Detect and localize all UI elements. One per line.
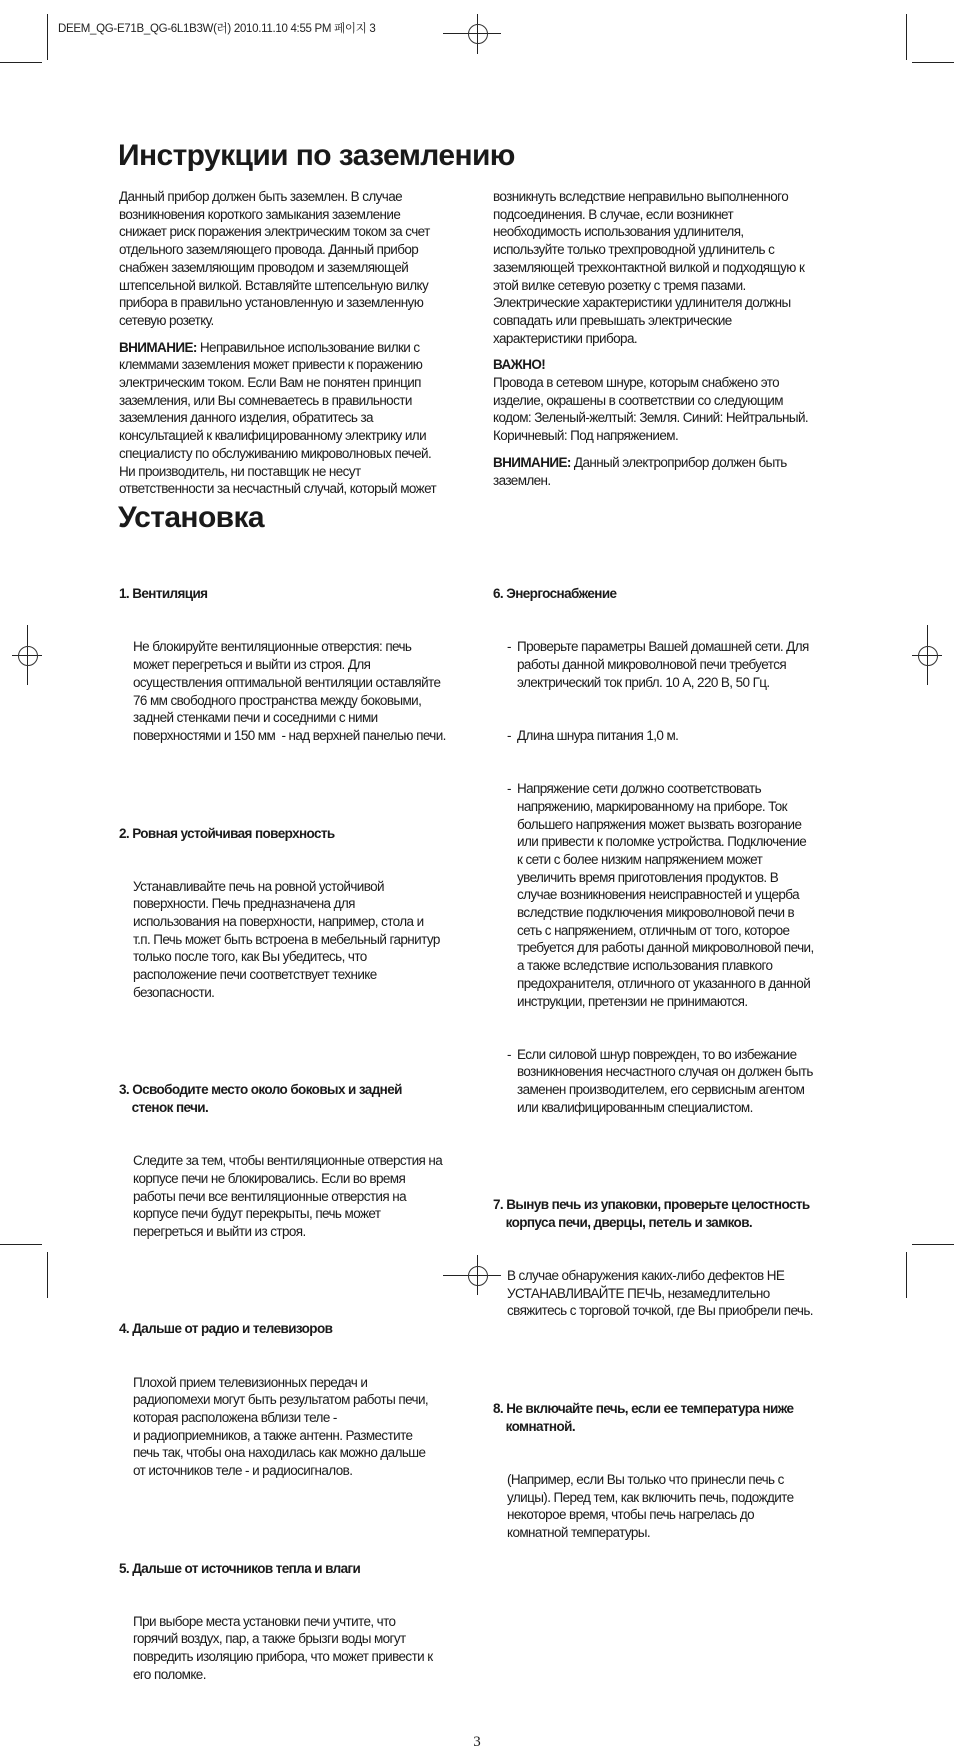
crop-mark	[0, 62, 42, 63]
installation-item-6	[493, 550, 933, 1152]
item-body: Не блокируйте вентиляционные отверстия: печь может перегреться и выйти из строя. Для осуществления оптимальной вентиляции оставляйте 76 мм свободного пространства между боковыми, задней стенками печи и соседними с ними поверхностями и 150 мм - над верхней панелью печи.	[133, 639, 446, 743]
installation-item-5	[119, 1524, 483, 1719]
grounding-warning-2	[493, 454, 933, 489]
grounding-paragraph: Данный прибор должен быть заземлен. В случае возникновения короткого замыкания заземление снижает риск поражения электрическим током за счет отдельного заземляющего провода. Данный прибор снабжен заземляющим проводом и заземляющей штепсельной вилкой. Вставляйте штепсельную вилку прибора в правильно установленную и заземленную сетевую розетку.	[119, 189, 430, 328]
bullet-text: Напряжение сети должно соответствовать напряжению, маркированному на приборе. Ток большего напряжения может вызвать возгорание или привести к поломке устройства. Подключение к сети с более низким напряжением может увеличить время приготовления продуктов. В случае возникновения неисправностей и ущерба вследствие подключения микроволновой печи в сеть с напряжением, отличным от того, которое требуется для работы данной микроволновой печи, а также вследствие использования плавкого предохранителя, отличного от указанного в данной инструкции, претензии не принимаются.	[517, 781, 814, 1009]
installation-item-2	[119, 789, 483, 1037]
grounding-columns	[118, 188, 938, 498]
installation-item-1	[119, 550, 483, 780]
grounding-right-column	[493, 188, 933, 489]
bullet-item	[493, 638, 933, 691]
crop-mark	[912, 62, 954, 63]
installation-columns	[118, 550, 938, 1728]
bullet-item	[493, 780, 933, 1010]
item-body: В случае обнаружения каких-либо дефектов НЕ УСТАНАВЛИВАЙТЕ ПЕЧЬ, незамедлительно свяжитесь с торговой точкой, где Вы приобрели печь.	[507, 1268, 813, 1319]
crop-mark	[0, 1244, 42, 1245]
warning-text: Неправильное использование вилки с клеммами заземления может привести к поражению электрическим током. Если Вам не понятен принцип заземления, или Вы сомневаетесь в правильности заземления данного изделия, обратитесь за консультацией к квалифицированному электрику или специалисту по обслуживанию микроволновых печей. Ни производитель, ни поставщик не несут ответственности за несчастный случай, который может	[119, 339, 437, 497]
registration-target	[18, 646, 38, 666]
item-heading: 8. Не включайте печь, если ее температура ниже комнатной.	[493, 1401, 794, 1434]
bullet-item	[493, 727, 933, 745]
installation-left-column	[119, 550, 483, 1728]
print-header: DEEM_QG-E71B_QG-6L1B3W(러) 2010.11.10 4:55 PM 페이지 3	[58, 23, 376, 35]
item-heading: 6. Энергоснабжение	[493, 586, 617, 602]
installation-item-4	[119, 1285, 483, 1515]
crop-mark	[47, 14, 48, 60]
important-label: ВАЖНО!	[493, 357, 546, 373]
bullet-text: Длина шнура питания 1,0 м.	[517, 727, 679, 743]
crop-mark	[47, 1252, 48, 1298]
warning-text: Данный электроприбор должен быть заземлен.	[493, 454, 787, 488]
item-heading: 2. Ровная устойчивая поверхность	[119, 825, 335, 841]
item-heading: 7. Вынув печь из упаковки, проверьте целостность корпуса печи, дверцы, петель и замков.	[493, 1197, 810, 1230]
item-body: Устанавливайте печь на ровной устойчивой поверхности. Печь предназначена для использования на поверхности, например, стола и т.п. Печь может быть встроена в мебельный гарнитур только после того, как Вы убедитесь, что расположение печи соответствует технике безопасности.	[133, 878, 440, 1000]
item-heading: 1. Вентиляция	[119, 586, 208, 602]
bullet-marker: -	[507, 639, 511, 655]
grounding-warning	[119, 339, 483, 498]
item-heading: 3. Освободите место около боковых и задней стенок печи.	[119, 1082, 402, 1116]
registration-target	[468, 24, 488, 44]
bullet-marker: -	[507, 781, 511, 797]
bullet-marker: -	[507, 727, 511, 743]
item-body: Следите за тем, чтобы вентиляционные отверстия на корпусе печи не блокировались. Если во время работы печи все вентиляционные отверстия на корпусе печи будут перекрыты, печь может перегреться и выйти из строя.	[133, 1153, 443, 1239]
bullet-text: Если силовой шнур поврежден, то во избежание возникновения несчастного случая он должен быть заменен производителем, его сервисным агентом или квалифицированным специалистом.	[517, 1046, 813, 1115]
installation-item-3	[119, 1046, 483, 1276]
crop-mark	[906, 14, 907, 60]
grounding-paragraph-continued: возникнуть вследствие неправильно выполненного подсоединения. В случае, если возникнет необходимость использования удлинителя, используйте только трехпроводной удлинитель с заземляющей трехконтактной вилкой и подходящую к этой вилке сетевую розетку с тремя пазами. Электрические характеристики удлинителя должны совпадать или превышать электрические характеристики прибора.	[493, 189, 805, 346]
important-text: Провода в сетевом шнуре, которым снабжено это изделие, окрашены в соответствии со следующим кодом: Зеленый-желтый: Земля. Синий: Нейтральный. Коричневый: Под напряжением.	[493, 375, 809, 444]
warning-label: ВНИМАНИЕ:	[119, 339, 197, 355]
item-body: Плохой прием телевизионных передач и радиопомехи могут быть результатом работы печи, которая расположена вблизи теле - и радиоприемников, а также антенн. Разместите печь так, чтобы она находилась как можно дальше от источников теле - и радиосигналов.	[133, 1374, 429, 1479]
installation-item-7	[493, 1161, 933, 1356]
bullet-marker: -	[507, 1046, 511, 1062]
item-heading: 4. Дальше от радио и телевизоров	[119, 1321, 333, 1337]
installation-title: Установка	[118, 500, 265, 534]
bullet-text: Проверьте параметры Вашей домашней сети. Для работы данной микроволновой печи требуется электрический ток прибл. 10 А, 220 В, 50 Гц.	[517, 639, 809, 690]
grounding-title: Инструкции по заземлению	[118, 139, 515, 172]
item-body: (Например, если Вы только что принесли печь с улицы). Перед тем, как включить печь, подождите некоторое время, чтобы печь нагрелась до комнатной температуры.	[507, 1471, 794, 1540]
bullet-item	[493, 1046, 933, 1117]
page-number: 3	[473, 1733, 481, 1750]
installation-right-column	[493, 550, 933, 1586]
warning-label: ВНИМАНИЕ:	[493, 454, 571, 470]
page-content	[118, 138, 938, 1751]
item-heading: 5. Дальше от источников тепла и влаги	[119, 1560, 361, 1576]
installation-item-8	[493, 1365, 933, 1577]
grounding-left-column	[119, 188, 483, 498]
item-body: При выборе места установки печи учтите, что горячий воздух, пар, а также брызги воды могут повредить изоляцию прибора, что может привести к его поломке.	[133, 1613, 433, 1682]
